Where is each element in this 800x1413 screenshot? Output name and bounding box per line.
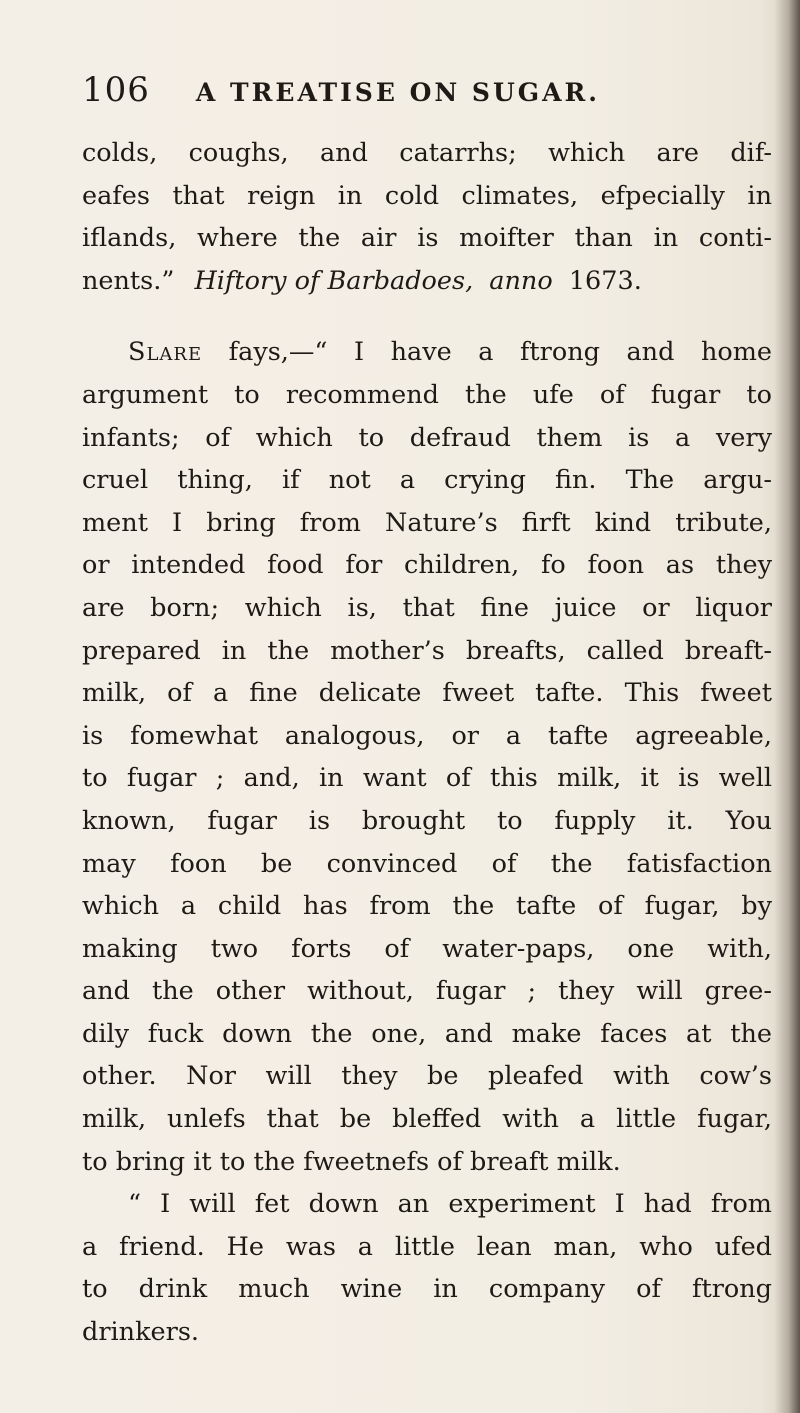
- first-line-rest: fays,—“ I have a ftrong and home: [228, 337, 772, 368]
- text-line: ment I bring from Nature’s firft kind tribute,: [82, 507, 772, 538]
- text-line-last: to bring it to the fweetnefs of breaft milk.: [82, 1146, 621, 1177]
- citation-year: 1673.: [568, 265, 642, 296]
- text-line: may foon be convinced of the fatisfaction: [82, 848, 772, 879]
- body-text: [82, 132, 772, 1354]
- quote-end: nents.”: [82, 265, 175, 296]
- text-line-citation: [82, 260, 772, 303]
- text-line: a friend. He was a little lean man, who ufed: [82, 1231, 772, 1262]
- text-line-first: [82, 331, 772, 374]
- paragraph-2: [82, 331, 772, 1183]
- text-line: milk, unlefs that be bleffed with a little fugar,: [82, 1104, 772, 1135]
- text-line: known, fugar is brought to fupply it. You: [82, 805, 772, 836]
- text-line: argument to recommend the ufe of fugar to: [82, 379, 772, 410]
- text-line: to drink much wine in company of ftrong: [82, 1274, 772, 1305]
- citation-title: Hiftory of Barbadoes,: [194, 265, 474, 296]
- running-head: [82, 70, 722, 110]
- text-line: are born; which is, that fine juice or liquor: [82, 592, 772, 623]
- text-line: and the other without, fugar ; they will gree-: [82, 976, 772, 1007]
- text-line: eafes that reign in cold climates, efpecially in: [82, 180, 772, 211]
- paragraph-gap: [82, 302, 772, 331]
- text-line-first: “ I will fet down an experiment I had from: [128, 1189, 772, 1220]
- text-line: or intended food for children, fo foon as they: [82, 550, 772, 581]
- paragraph-3: [82, 1183, 772, 1353]
- text-line: infants; of which to defraud them is a very: [82, 422, 772, 453]
- page-edge-shadow: [774, 0, 800, 1413]
- text-line: making two forts of water-paps, one with,: [82, 933, 772, 964]
- catchword: drinkers.: [82, 1317, 200, 1348]
- citation-anno: anno: [489, 265, 553, 296]
- text-line: is fomewhat analogous, or a tafte agreeable,: [82, 720, 772, 751]
- text-line: to fugar ; and, in want of this milk, it is well: [82, 763, 772, 794]
- text-line: dily fuck down the one, and make faces at the: [82, 1018, 772, 1049]
- page-number: 106: [82, 70, 150, 110]
- text-line: other. Nor will they be pleafed with cow’s: [82, 1061, 772, 1092]
- text-line: iflands, where the air is moifter than in conti-: [82, 223, 772, 254]
- running-title: A TREATISE ON SUGAR.: [195, 78, 600, 107]
- text-line: milk, of a fine delicate fweet tafte. This fweet: [82, 678, 772, 709]
- text-line: colds, coughs, and catarrhs; which are dif-: [82, 138, 772, 168]
- author-name: Slare: [128, 337, 203, 368]
- text-line: which a child has from the tafte of fugar, by: [82, 891, 772, 922]
- text-line: prepared in the mother’s breafts, called breaft-: [82, 635, 772, 666]
- text-line: cruel thing, if not a crying fin. The argu-: [82, 465, 772, 496]
- paragraph-1: [82, 132, 772, 302]
